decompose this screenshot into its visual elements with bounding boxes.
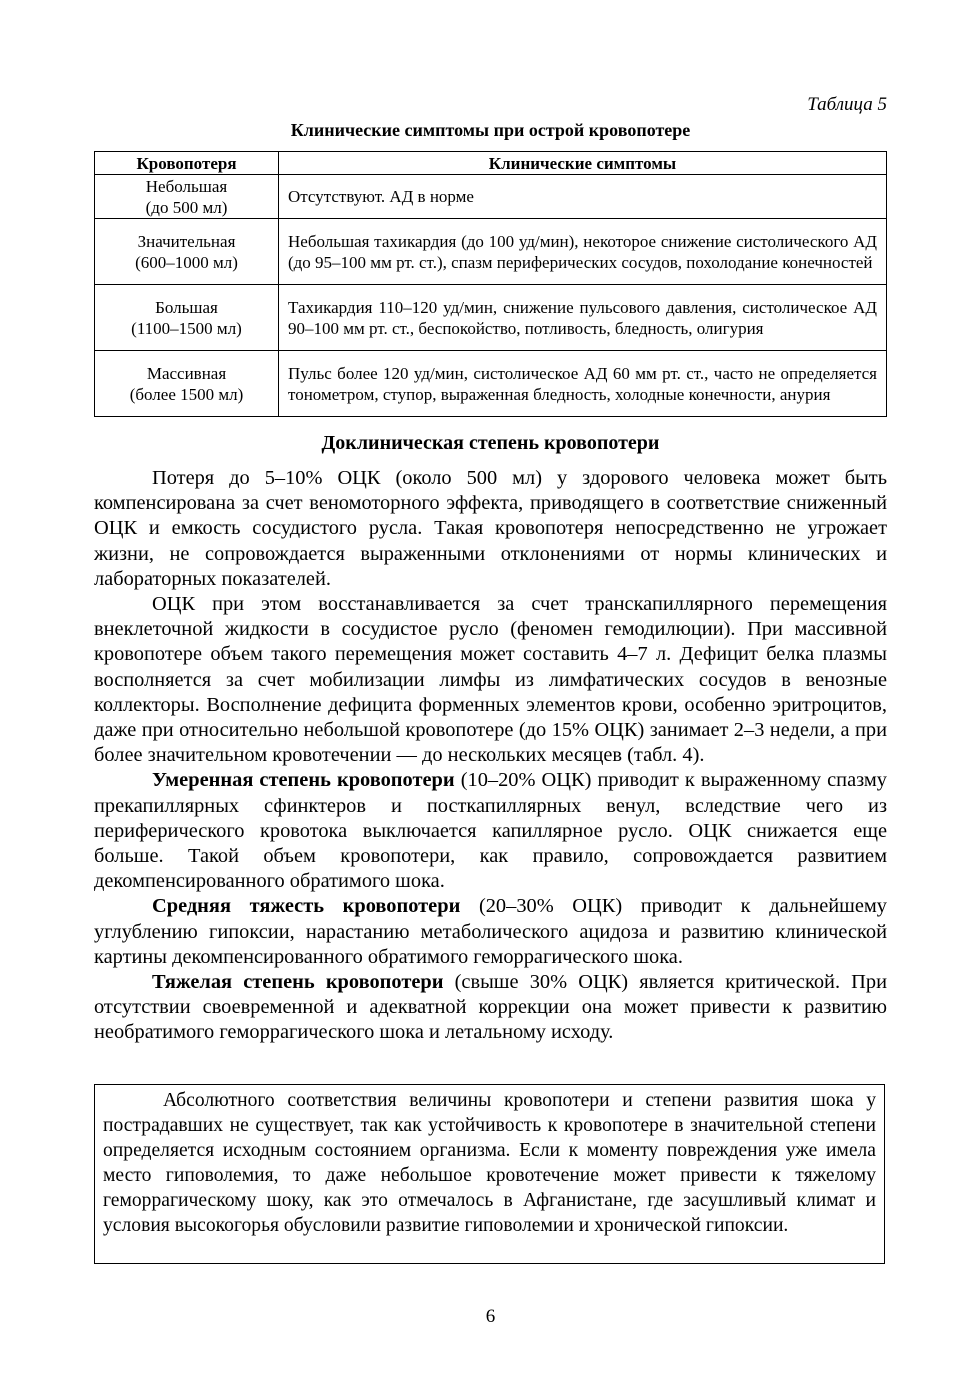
symptoms-cell: Пульс более 120 уд/мин, систолическое АД 60 мм рт. ст., часто не определяется тонометром, ступор, выраженная бледность, холодные конечности, анурия [279,351,887,417]
paragraph-text: (20–30% ОЦК) приводит к дальнейшему углублению гипоксии, нарастанию метаболического ацидоза и развитию клинической картины декомпенсированного обратимого геморрагического шока. [94,895,888,968]
paragraph-term: Умеренная степень кровопотери [152,769,455,792]
loss-degree: Небольшая [145,176,228,196]
body-text [94,466,887,1046]
table-row [95,219,887,285]
column-header-symptoms: Клинические симптомы [279,152,887,175]
note-text: Абсолютного соответствия величины кровопотери и степени развития шока у пострадавших не существует, так как устойчивость к кровопотере в значительной степени определяется исходным состоянием организма. Если к моменту повреждения уже имела место гиповолемия, то даже небольшое кровотечение может привести к тяжелому геморрагическому шоку, как это отмечалось в Афганистане, где засушливый климат и условия высокогорья обусловили развитие гиповолемии и хронической гипоксии. [103,1090,876,1236]
section-heading: Доклиническая степень кровопотери [321,432,660,454]
loss-cell [95,175,279,219]
table-row [95,351,887,417]
paragraph [94,768,887,894]
loss-cell [95,351,279,417]
paragraph-text: (свыше 30% ОЦК) является критической. При отсутствии своевременной и адекватной коррекции она может привести к развитию необратимого геморрагического шока и летальному исходу. [94,971,888,1044]
paragraph-text: Потеря до 5–10% ОЦК (около 500 мл) у здорового человека может быть компенсирована за счет веномоторного эффекта, приводящего в соответствие сниженный ОЦК и емкость сосудистого русла. Такая кровопотеря непосредственно не угрожает жизни, не сопровождается выраженными отклонениями от нормы клинических и лабораторных показателей. [94,467,887,590]
symptoms-cell: Отсутствуют. АД в норме [279,175,887,219]
loss-cell [95,219,279,285]
paragraph-text: ОЦК при этом восстанавливается за счет транскапиллярного перемещения внеклеточной жидкости в сосудистое русло (феномен гемодилюции). При массивной кровопотере объем такого перемещения может составить 4–7 л. Дефицит белка плазмы восполняется за счет мобилизации лимфы из лимфатических сосудов в венозные коллекторы. Восполнение дефицита форменных элементов крови, особенно эритроцитов, даже при относительно небольшой кровопотере (до 15% ОЦК) занимает 2–3 недели, а при более значительном кровотечении — до нескольких месяцев (табл. 4). [94,593,887,767]
loss-volume: (1100–1500 мл) [131,318,242,338]
column-header-loss: Кровопотеря [95,152,279,175]
table-caption: Таблица 5 [807,94,887,115]
loss-volume: (600–1000 мл) [135,252,238,272]
symptoms-table [94,151,887,417]
paragraph [94,592,887,768]
paragraph [94,466,887,592]
loss-cell [95,285,279,351]
loss-degree: Значительная [137,231,236,251]
paragraph [94,970,887,1046]
document-page [94,0,887,1386]
loss-degree: Массивная [146,363,227,383]
symptoms-cell: Небольшая тахикардия (до 100 уд/мин), некоторое снижение систолического АД (до 95–100 мм рт. ст.), спазм периферических сосудов, похолодание конечностей [279,219,887,285]
paragraph-text: (10–20% ОЦК) приводит к выраженному спазму прекапиллярных сфинктеров и посткапиллярных венул, вследствие чего из периферического кровотока выключается капиллярное русло. ОЦК снижается еще больше. Такой объем кровопотери, как правило, сопровождается развитием декомпенсированного обратимого шока. [94,769,887,893]
loss-volume: (до 500 мл) [145,197,228,217]
note-box [94,1084,885,1264]
loss-volume: (более 1500 мл) [129,384,244,404]
table-row [95,285,887,351]
loss-degree: Большая [155,297,218,317]
page-number: 6 [485,1306,496,1327]
paragraph-term: Средняя тяжесть кровопотери [152,895,461,918]
paragraph [94,894,887,970]
paragraph-term: Тяжелая степень кровопотери [152,971,444,994]
table-title: Клинические симптомы при острой кровопотере [290,120,691,140]
symptoms-cell: Тахикардия 110–120 уд/мин, снижение пульсового давления, систолическое АД 90–100 мм рт. ст., беспокойство, потливость, бледность, олигурия [279,285,887,351]
table-row [95,175,887,219]
table-header-row [95,152,887,175]
